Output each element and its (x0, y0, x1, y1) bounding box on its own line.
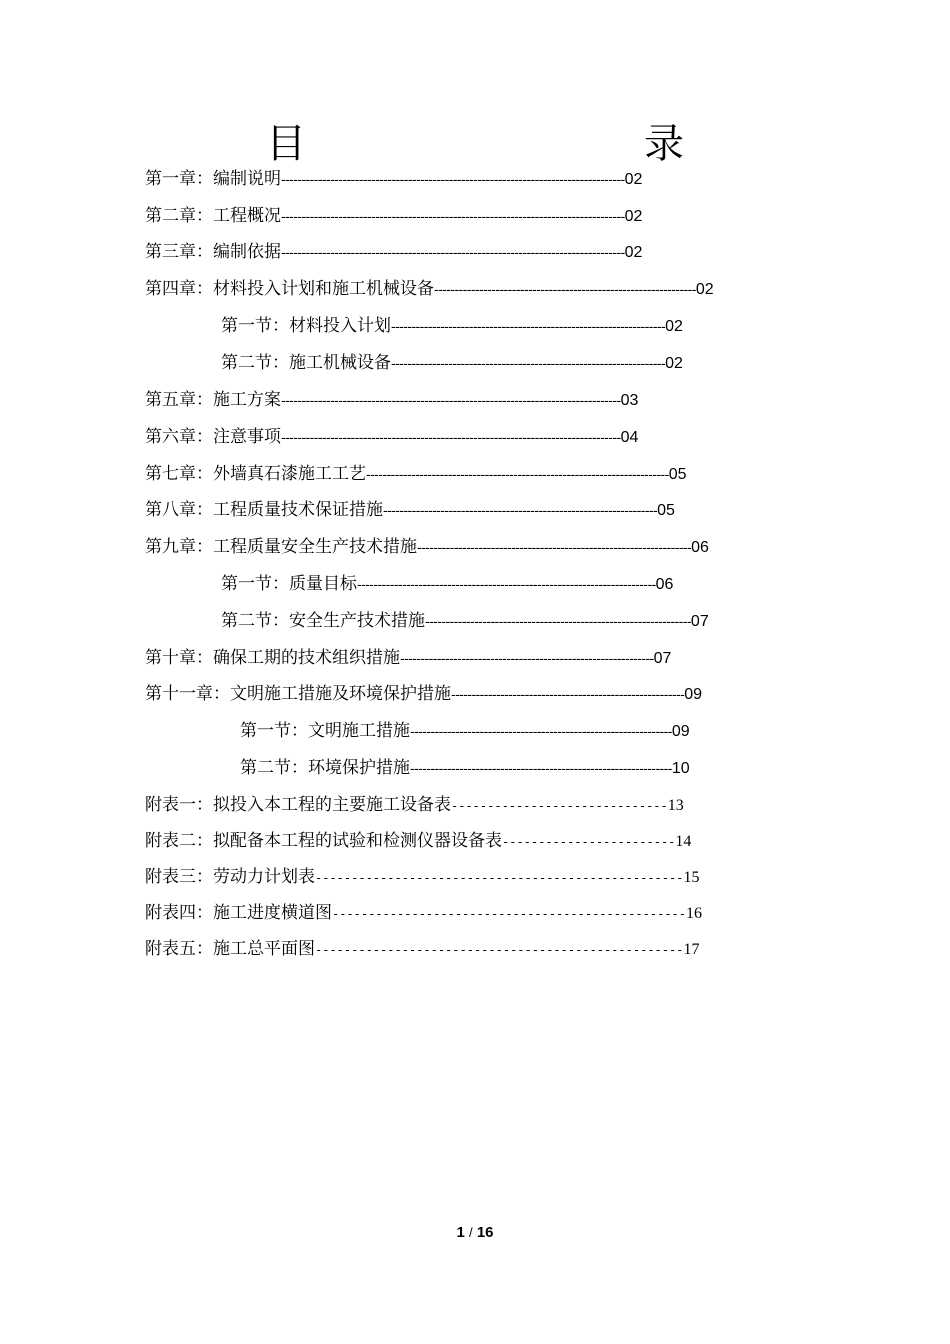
toc-page-number: 07 (653, 650, 672, 667)
toc-page-number: 02 (624, 244, 643, 261)
toc-entry[interactable] (221, 310, 683, 342)
toc-entry-label: 附表二：拟配备本工程的试验和检测仪器设备表 (145, 831, 502, 851)
toc-page-number: 02 (665, 318, 683, 335)
toc-entry[interactable] (145, 789, 684, 821)
toc-entry[interactable] (145, 897, 702, 929)
toc-leader: ------------------------------------------------------------------- (391, 357, 666, 372)
toc-leader: ------------------------------------------------- (332, 907, 687, 921)
toc-leader: -------------------------------------------------------------- (400, 652, 654, 667)
toc-entry-label: 附表五：施工总平面图 (145, 939, 315, 959)
toc-entry[interactable] (145, 933, 699, 965)
toc-entry[interactable] (221, 605, 709, 637)
toc-page-number: 02 (695, 281, 714, 298)
toc-entry[interactable] (145, 273, 714, 305)
toc-leader: ----------------------------------------------------------------------------------- (281, 431, 621, 446)
toc-leader: ------------------------------------------------------------------- (391, 320, 666, 335)
toc-page-number: 02 (624, 171, 643, 188)
toc-entry[interactable] (145, 861, 699, 893)
toc-leader: ------------------------------------------------------------------------------------ (281, 210, 625, 225)
toc-leader: ------------------------ (502, 835, 676, 849)
toc-leader: ----------------------------------------------------------------- (425, 615, 691, 630)
page-number-footer (0, 1224, 950, 1241)
toc-entry-label: 第二章：工程概况 (145, 206, 281, 226)
toc-entry[interactable] (145, 494, 675, 526)
toc-page-number: 05 (657, 502, 675, 519)
toc-entry[interactable] (240, 752, 690, 784)
toc-entry-label: 第一节：质量目标 (221, 574, 357, 594)
toc-entry-label: 第二节：环境保护措施 (240, 758, 410, 778)
toc-entry-label: 第一节：材料投入计划 (221, 316, 391, 336)
toc-leader: ------------------------------------------------------------------- (417, 541, 692, 556)
toc-leader: ---------------------------------------------------------------- (410, 762, 672, 777)
toc-leader: ------------------------------------------------------------------- (383, 504, 658, 519)
toc-leader: --------------------------------------------------- (315, 943, 684, 957)
toc-leader: --------------------------------------------------------- (451, 688, 685, 703)
toc-page-number: 15 (683, 869, 700, 886)
toc-page-number: 13 (667, 797, 684, 814)
toc-leader: ------------------------------------------------------------------------------------ (281, 173, 625, 188)
toc-page-number: 09 (671, 723, 690, 740)
toc-entry-label: 第一章：编制说明 (145, 169, 281, 189)
toc-entry-label: 第三章：编制依据 (145, 242, 281, 262)
toc-entry[interactable] (145, 678, 702, 710)
toc-page-number: 14 (675, 833, 692, 850)
page-number-separator: / (469, 1225, 473, 1240)
toc-page-number: 03 (620, 392, 639, 409)
toc-entry[interactable] (145, 163, 642, 195)
toc-entry[interactable] (221, 568, 673, 600)
toc-page-number: 05 (668, 466, 687, 483)
toc-entry-label: 第八章：工程质量技术保证措施 (145, 500, 383, 520)
toc-entry[interactable] (145, 384, 638, 416)
toc-entry-label: 第七章：外墙真石漆施工工艺 (145, 464, 366, 484)
toc-entry[interactable] (240, 715, 690, 747)
toc-entry[interactable] (145, 531, 709, 563)
toc-entry[interactable] (221, 347, 683, 379)
toc-entry-label: 第九章：工程质量安全生产技术措施 (145, 537, 417, 557)
toc-page-number: 07 (690, 613, 709, 630)
toc-entry[interactable] (145, 825, 691, 857)
toc-entry-label: 第十章：确保工期的技术组织措施 (145, 648, 400, 668)
toc-entry-label: 第五章：施工方案 (145, 390, 281, 410)
toc-entry-label: 第二节：施工机械设备 (221, 353, 391, 373)
toc-leader: --------------------------------------------------- (315, 871, 684, 885)
toc-entry-label: 第六章：注意事项 (145, 427, 281, 447)
toc-page-number: 09 (684, 686, 702, 703)
toc-page-number: 04 (620, 429, 639, 446)
toc-page-number: 10 (671, 760, 690, 777)
toc-page-number: 06 (655, 576, 674, 593)
toc-entry[interactable] (145, 200, 642, 232)
toc-page-number: 17 (683, 941, 700, 958)
toc-leader: ----------------------------------------------------------------------------------- (281, 394, 621, 409)
toc-entry[interactable] (145, 421, 638, 453)
toc-page-number: 02 (665, 355, 683, 372)
toc-entry[interactable] (145, 458, 687, 490)
toc-entry-label: 第二节：安全生产技术措施 (221, 611, 425, 631)
toc-page-number: 16 (686, 905, 703, 922)
toc-entry-label: 第一节：文明施工措施 (240, 721, 410, 741)
toc-entry[interactable] (145, 642, 671, 674)
toc-entry-label: 第四章：材料投入计划和施工机械设备 (145, 279, 434, 299)
total-page-count: 16 (476, 1224, 494, 1241)
toc-entry-label: 附表四：施工进度横道图 (145, 903, 332, 923)
toc-entry-label: 附表一：拟投入本工程的主要施工设备表 (145, 795, 451, 815)
toc-page-number: 02 (624, 208, 643, 225)
toc-leader: ------------------------------------------------------------------------- (357, 578, 656, 593)
page-title: 目 录 (266, 121, 770, 167)
toc-page-number: 06 (691, 539, 709, 556)
toc-leader: -------------------------------------------------------------------------- (366, 468, 669, 483)
current-page-number: 1 (456, 1224, 465, 1241)
toc-leader: ---------------------------------------------------------------- (434, 283, 696, 298)
toc-leader: ------------------------------------------------------------------------------------ (281, 246, 625, 261)
toc-entry-label: 第十一章：文明施工措施及环境保护措施 (145, 684, 451, 704)
toc-leader: ------------------------------ (451, 799, 668, 813)
toc-entry-label: 附表三：劳动力计划表 (145, 867, 315, 887)
toc-leader: ---------------------------------------------------------------- (410, 725, 672, 740)
toc-entry[interactable] (145, 236, 642, 268)
